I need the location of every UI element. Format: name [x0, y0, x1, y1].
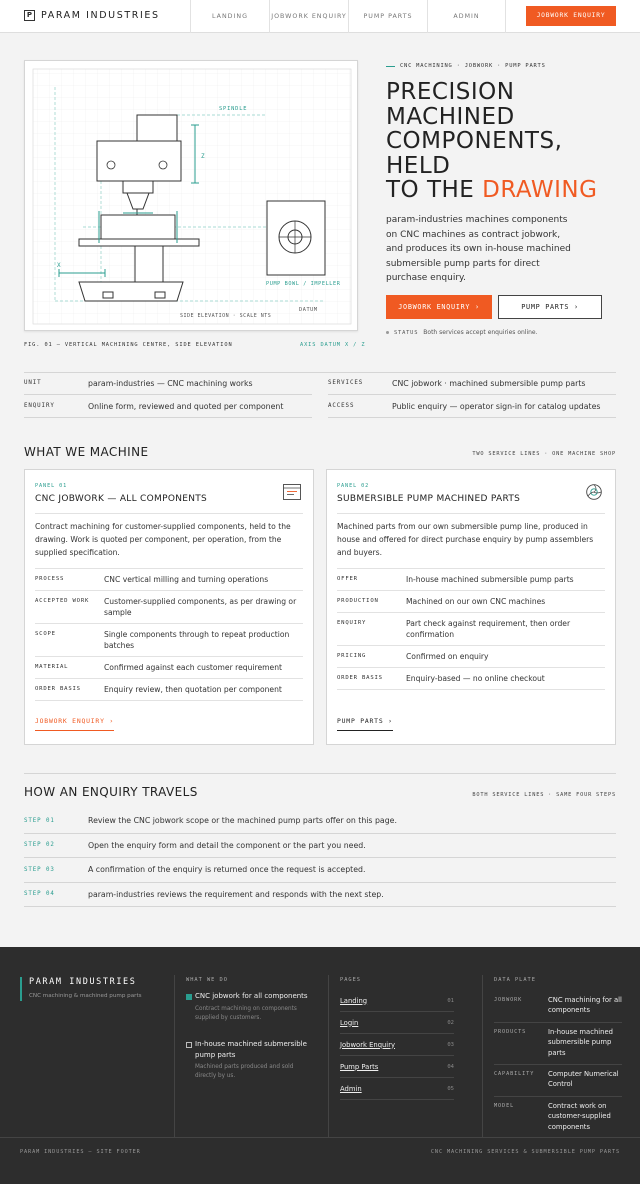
footer-brand-name: PARAM INDUSTRIES: [29, 977, 137, 987]
label-z: Z: [201, 153, 205, 160]
spec-key: SCOPE: [35, 631, 56, 637]
spec-value: Confirmed on enquiry: [406, 652, 489, 661]
enquiry-steps: [24, 809, 616, 907]
step-number: STEP 01: [24, 817, 55, 824]
hero-title-line: COMPONENTS,: [386, 128, 563, 154]
machine-drawing-figure: [24, 60, 358, 331]
hero-title: [386, 80, 616, 203]
hero-eyebrow-text: CNC MACHINING · JOBWORK · PUMP PARTS: [400, 63, 546, 69]
fact-enquiry: [24, 395, 312, 418]
fact-value: CNC jobwork · machined submersible pump parts: [392, 378, 586, 388]
panel-cnc-jobwork: [24, 469, 314, 745]
panel-jobwork-enquiry-link[interactable]: JOBWORK ENQUIRY ›: [35, 717, 114, 731]
status-label: STATUS: [394, 329, 419, 336]
header-cta-button[interactable]: JOBWORK ENQUIRY: [526, 6, 616, 26]
plate-key: JOBWORK: [494, 997, 523, 1003]
spec-key: PRODUCTION: [337, 598, 379, 604]
footer-divider: [174, 975, 175, 1137]
pump-parts-button[interactable]: PUMP PARTS ›: [498, 295, 602, 319]
footer-link-number: 04: [447, 1063, 454, 1070]
site-header: [0, 0, 640, 33]
footer-what-heading: WHAT WE DO: [186, 977, 228, 983]
spec-key: MATERIAL: [35, 664, 69, 670]
plate-value: Computer Numerical Control: [548, 1070, 619, 1089]
footer-link-number: 05: [447, 1085, 454, 1092]
spec-row: [337, 612, 605, 645]
spec-value: In-house machined submersible pump parts: [406, 575, 574, 584]
step-text: A confirmation of the enquiry is returned once the request is accepted.: [88, 865, 366, 875]
spec-value: Single components through to repeat production batches: [104, 630, 290, 650]
panel-description: Machined parts from our own submersible pump line, produced in house and offered for direct purchase enquiry by pump assemblers and buyers.: [337, 522, 594, 557]
footer-link-number: 02: [447, 1019, 454, 1026]
fact-services: [328, 372, 616, 395]
footer-plate-heading: DATA PLATE: [494, 977, 536, 983]
panel-pump-parts-link[interactable]: PUMP PARTS ›: [337, 717, 393, 731]
label-datum: DATUM: [299, 307, 318, 313]
step-text: Review the CNC jobwork scope or the machined pump parts offer on this page.: [88, 816, 397, 826]
panel-eyebrow: PANEL 01: [35, 483, 68, 489]
hero-eyebrow: [386, 63, 546, 69]
footer-plate-row: [494, 1101, 622, 1133]
brand-logo[interactable]: [24, 10, 160, 21]
footer-divider: [482, 975, 483, 1137]
panel-spec-rows: [337, 568, 605, 690]
footer-what-title: In-house machined submersible pump parts: [186, 1039, 316, 1060]
panel-divider: [35, 513, 303, 514]
footer-link-jobwork-enquiry[interactable]: [340, 1034, 454, 1056]
drawing-sheet-icon: [283, 484, 301, 500]
spec-row: [337, 645, 605, 667]
fact-access: [328, 395, 616, 418]
footer-brand: [20, 977, 144, 1001]
section-title-machine: WHAT WE MACHINE: [24, 445, 149, 459]
footer-link-landing[interactable]: [340, 990, 454, 1012]
hero-title-line: PRECISION: [386, 79, 515, 105]
figure-caption: FIG. 01 — VERTICAL MACHINING CENTRE, SIDE ELEVATION: [24, 342, 233, 348]
hero-title-line: HELD: [386, 152, 451, 179]
step-text: Open the enquiry form and detail the component or the part you need.: [88, 840, 366, 850]
panel-description: Contract machining for customer-supplied components, held to the drawing. Work is quoted per component, per operation, from the supplied specification.: [35, 522, 291, 557]
spec-value: Part check against requirement, then order confirmation: [406, 619, 571, 639]
panel-eyebrow: PANEL 02: [337, 483, 370, 489]
fact-key: SERVICES: [328, 380, 364, 386]
jobwork-enquiry-button[interactable]: JOBWORK ENQUIRY ›: [386, 295, 492, 319]
status-text: Both services accept enquiries online.: [423, 329, 538, 336]
panel-spec-rows: [35, 568, 303, 701]
footer-link-text[interactable]: Admin: [340, 1084, 362, 1093]
label-x: X: [57, 262, 61, 269]
section-aside-travel: BOTH SERVICE LINES · SAME FOUR STEPS: [472, 792, 616, 798]
spec-value: Enquiry review, then quotation per component: [104, 685, 282, 694]
footer-bottom-right: CNC MACHINING SERVICES & SUBMERSIBLE PUMP PARTS: [430, 1149, 620, 1155]
fact-key: UNIT: [24, 380, 42, 386]
label-elevation: SIDE ELEVATION · SCALE NTS: [180, 313, 272, 319]
footer-link-number: 03: [447, 1041, 454, 1048]
spec-value: Machined on our own CNC machines: [406, 597, 546, 606]
spec-row: [35, 623, 303, 656]
spec-value: Confirmed against each customer requirement: [104, 663, 282, 672]
spec-row: [35, 590, 303, 623]
step-row: [24, 858, 616, 883]
spec-row: [337, 568, 605, 590]
step-number: STEP 03: [24, 866, 55, 873]
step-number: STEP 04: [24, 891, 55, 898]
spec-value: Customer-supplied components, as per drawing or sample: [104, 597, 297, 617]
footer-what-item: [186, 991, 316, 1023]
hero-title-accent: DRAWING: [482, 177, 598, 203]
spec-key: PROCESS: [35, 576, 65, 582]
step-number: STEP 02: [24, 842, 55, 849]
footer-what-sub: Machined parts produced and sold directly by us.: [195, 1064, 294, 1079]
site-footer: [0, 947, 640, 1184]
footer-bottom-left: PARAM INDUSTRIES — SITE FOOTER: [20, 1149, 141, 1155]
footer-what-item: [186, 1039, 316, 1081]
spec-row: [35, 656, 303, 678]
hero-title-text: TO THE: [386, 177, 475, 203]
footer-divider: [328, 975, 329, 1137]
label-pump-bowl: PUMP BOWL / IMPELLER: [266, 281, 341, 287]
step-row: [24, 809, 616, 834]
footer-link-login[interactable]: [340, 1012, 454, 1034]
plate-key: PRODUCTS: [494, 1029, 527, 1035]
spec-key: ENQUIRY: [337, 620, 367, 626]
footer-link-text[interactable]: Pump Parts: [340, 1062, 379, 1071]
spec-value: CNC vertical milling and turning operations: [104, 575, 269, 584]
hero-lead: param-industries machines components on CNC machines as contract jobwork, and produces its own in-house machined submersible pump parts for direct purchase enquiry.: [386, 215, 571, 283]
footer-plate-row: [494, 1069, 622, 1097]
footer-link-text[interactable]: Landing: [340, 996, 368, 1005]
spec-key: ORDER BASIS: [337, 675, 383, 681]
footer-plate-row: [494, 1027, 622, 1065]
fact-unit: [24, 372, 312, 395]
fact-key: ACCESS: [328, 403, 355, 409]
plate-key: CAPABILITY: [494, 1071, 535, 1077]
step-row: [24, 834, 616, 859]
plate-value: In-house machined submersible pump parts: [548, 1028, 613, 1057]
spec-key: PRICING: [337, 653, 367, 659]
spec-key: ORDER BASIS: [35, 686, 81, 692]
nav-admin[interactable]: ADMIN: [427, 0, 506, 33]
plate-value: Contract work on customer-supplied components: [548, 1102, 611, 1131]
panel-pump-parts: [326, 469, 616, 745]
nav-pump-parts[interactable]: PUMP PARTS: [348, 0, 427, 33]
nav-landing[interactable]: LANDING: [190, 0, 269, 33]
panel-title: SUBMERSIBLE PUMP MACHINED PARTS: [337, 494, 521, 504]
footer-pages-heading: PAGES: [340, 977, 361, 983]
status-dot-icon: [386, 331, 389, 334]
footer-link-text[interactable]: Login: [340, 1018, 359, 1027]
spec-row: [35, 568, 303, 590]
main-nav: [190, 0, 506, 33]
impeller-icon: [585, 484, 603, 500]
eyebrow-rule: [386, 66, 395, 67]
fact-value: param-industries — CNC machining works: [88, 378, 253, 388]
section-divider: [24, 773, 616, 774]
figure-axis-label: AXIS DATUM X / Z: [300, 342, 366, 348]
brand-mark-icon: P: [24, 10, 35, 21]
status-line: [386, 329, 538, 336]
footer-link-text[interactable]: Jobwork Enquiry: [340, 1040, 396, 1049]
machine-drawing-svg: [25, 61, 359, 332]
footer-link-admin[interactable]: [340, 1078, 454, 1100]
fact-value: Online form, reviewed and quoted per component: [88, 401, 284, 411]
spec-key: OFFER: [337, 576, 358, 582]
spec-row: [337, 667, 605, 690]
fact-key: ENQUIRY: [24, 403, 55, 409]
plate-value: CNC machining for all components: [548, 996, 622, 1015]
spec-key: ACCEPTED WORK: [35, 598, 90, 604]
section-title-travel: HOW AN ENQUIRY TRAVELS: [24, 785, 198, 799]
brand-name: PARAM INDUSTRIES: [41, 10, 160, 21]
nav-jobwork-enquiry[interactable]: JOBWORK ENQUIRY: [269, 0, 348, 33]
plate-key: MODEL: [494, 1103, 515, 1109]
fact-value: Public enquiry — operator sign-in for catalog updates: [392, 401, 601, 411]
spec-row: [35, 678, 303, 701]
footer-link-number: 01: [447, 997, 454, 1004]
footer-bottom-bar: [0, 1137, 640, 1184]
spec-row: [337, 590, 605, 612]
hero-title-line: [386, 178, 616, 203]
step-text: param-industries reviews the requirement and responds with the next step.: [88, 889, 384, 899]
step-row: [24, 883, 616, 908]
footer-brand-sub: CNC machining & machined pump parts: [29, 993, 142, 999]
hero-title-line: MACHINED: [386, 103, 515, 130]
footer-what-title: CNC jobwork for all components: [186, 991, 316, 1002]
footer-what-sub: Contract machining on components supplied by customers.: [195, 1005, 297, 1021]
panel-divider: [337, 513, 605, 514]
spec-value: Enquiry-based — no online checkout: [406, 674, 545, 683]
section-aside-machine: TWO SERVICE LINES · ONE MACHINE SHOP: [472, 451, 616, 457]
footer-link-pump-parts[interactable]: [340, 1056, 454, 1078]
panel-title: CNC JOBWORK — ALL COMPONENTS: [35, 494, 208, 504]
footer-plate-row: [494, 995, 622, 1023]
label-spindle: SPINDLE: [219, 106, 248, 112]
